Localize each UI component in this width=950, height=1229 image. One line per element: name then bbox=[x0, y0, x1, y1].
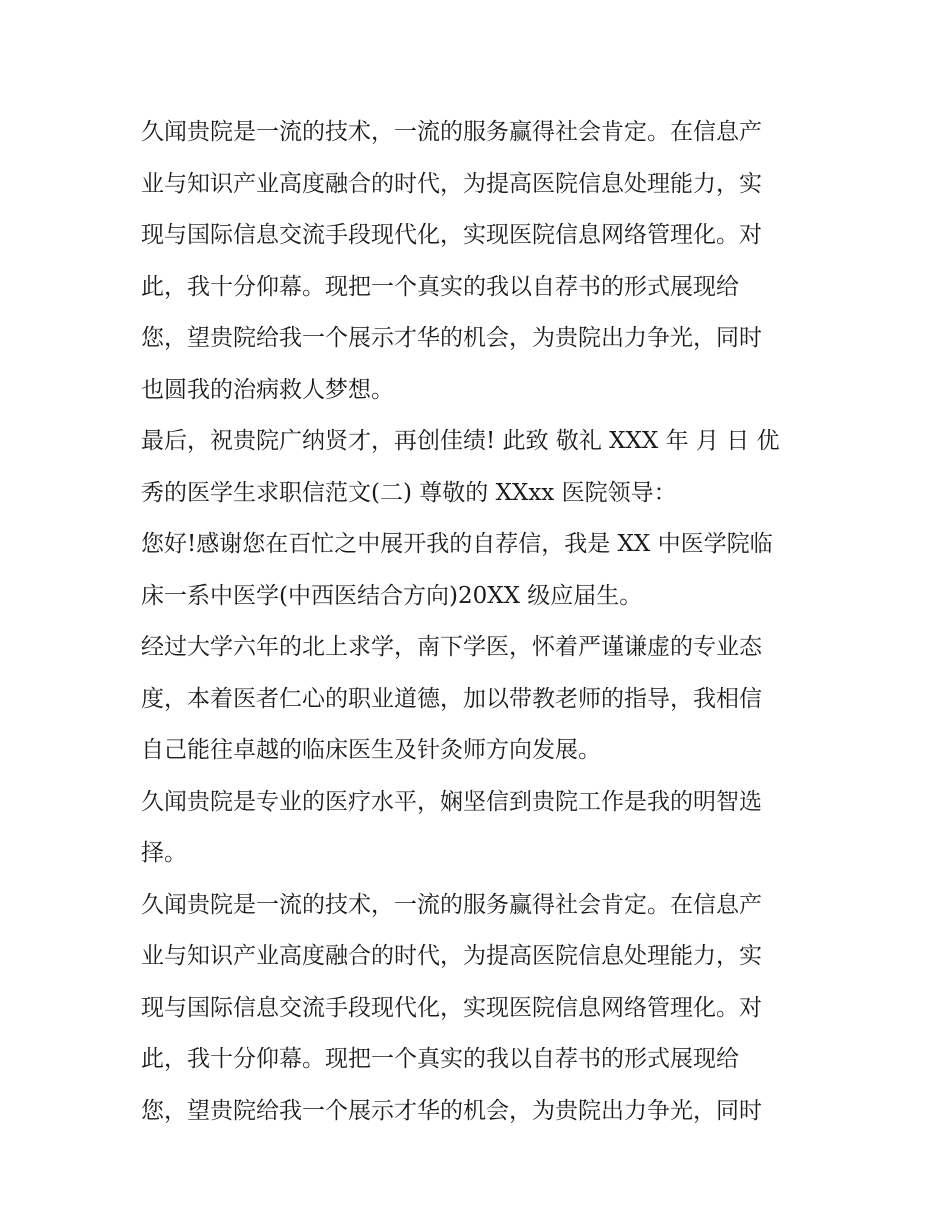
text-line: 久闻贵院是专业的医疗水平，娴坚信到贵院工作是我的明智选 bbox=[141, 788, 762, 815]
text-line: 现与国际信息交流手段现代化，实现医院信息网络管理化。对 bbox=[141, 994, 762, 1021]
text-line: 久闻贵院是一流的技术，一流的服务赢得社会肯定。在信息产 bbox=[141, 891, 762, 918]
text-line: 度，本着医者仁心的职业道德，加以带教老师的指导，我相信 bbox=[141, 685, 762, 712]
text-line: 此，我十分仰幕。现把一个真实的我以自荐书的形式展现给 bbox=[141, 273, 739, 300]
text-line: 自己能往卓越的临床医生及针灸师方向发展。 bbox=[141, 737, 601, 763]
text-line: 床一系中医学(中西医结合方向)20XX 级应届生。 bbox=[141, 582, 643, 609]
text-line: 经过大学六年的北上求学，南下学医，怀着严谨谦虚的专业态 bbox=[141, 634, 762, 660]
text-line: 也圆我的治病救人梦想。 bbox=[141, 376, 394, 403]
text-line: 业与知识产业高度融合的时代，为提高医院信息处理能力，实 bbox=[141, 170, 762, 197]
text-line: 您，望贵院给我一个展示才华的机会，为贵院出力争光，同时 bbox=[141, 1097, 762, 1124]
text-line: 久闻贵院是一流的技术，一流的服务赢得社会肯定。在信息产 bbox=[141, 119, 762, 145]
document-body bbox=[141, 107, 821, 1137]
text-line: 择。 bbox=[141, 840, 187, 866]
text-line: 您，望贵院给我一个展示才华的机会，为贵院出力争光，同时 bbox=[141, 325, 762, 351]
text-line: 业与知识产业高度融合的时代，为提高医院信息处理能力，实 bbox=[141, 943, 762, 969]
text-line: 最后，祝贵院广纳贤才，再创佳绩! 此致 敬礼 XXX 年 月 日 优 bbox=[141, 428, 780, 454]
text-line: 现与国际信息交流手段现代化，实现医院信息网络管理化。对 bbox=[141, 222, 762, 248]
text-line: 秀的医学生求职信范文(二) 尊敬的 XXxx 医院领导： bbox=[141, 479, 677, 506]
text-line: 此，我十分仰幕。现把一个真实的我以自荐书的形式展现给 bbox=[141, 1046, 739, 1072]
text-line: 您好!感谢您在百忙之中展开我的自荐信，我是 XX 中医学院临 bbox=[141, 531, 773, 557]
